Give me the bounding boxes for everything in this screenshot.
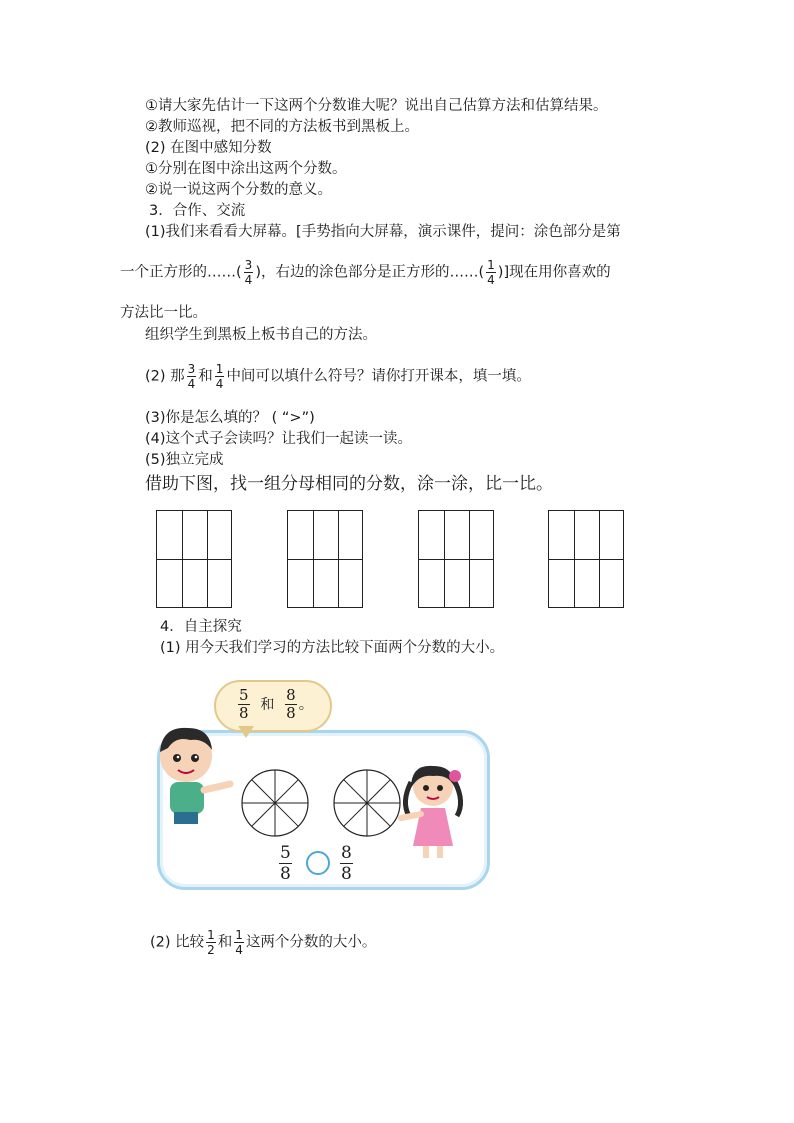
text-line-1: ①请大家先估计一下这两个分数谁大呢？说出自己估算方法和估算结果。	[145, 98, 608, 114]
text-line-8-part-c: )]现在用你喜欢的	[497, 264, 611, 281]
text-line-7: (1)我们来看看大屏幕。[手势指向大屏幕，演示课件，提问：涂色部分是第	[145, 224, 621, 240]
rectangle-grid-2	[287, 510, 363, 608]
text-line-4: ①分别在图中涂出这两个分数。	[145, 161, 347, 177]
text-line-13: (4)这个式子会读吗？让我们一起读一读。	[145, 431, 413, 447]
circle-eighths-left	[240, 768, 310, 838]
text-line-11	[145, 362, 531, 391]
text-line-18-part-a: (2) 比较	[150, 934, 205, 951]
text-line-12: (3)你是怎么填的？ ( “>”)	[145, 410, 315, 426]
text-line-8	[120, 258, 611, 287]
speech-bubble-tail	[238, 726, 254, 738]
task-instruction: 借助下图，找一组分母相同的分数，涂一涂，比一比。	[145, 474, 553, 494]
section-heading-4: 4．自主探究	[160, 619, 242, 635]
text-line-14: (5)独立完成	[145, 452, 224, 468]
fraction-eight-eighths: $\frac{8}{8}$	[286, 686, 296, 722]
text-line-11-part-c: 中间可以填什么符号？请你打开课本，填一填。	[226, 368, 531, 385]
fraction-three-quarters-2: $\frac{3}{4}$	[187, 362, 196, 391]
text-line-9: 方法比一比。	[120, 305, 207, 321]
bubble-and: 和	[260, 696, 275, 713]
fraction-one-quarter: $\frac{1}{4}$	[487, 258, 495, 287]
fraction-one-quarter-2: $\frac{1}{4}$	[215, 362, 224, 391]
compare-left-fraction: $\frac{5}{8}$	[280, 843, 291, 884]
text-line-5: ②说一说这两个分数的意义。	[145, 182, 332, 198]
rectangle-grid-4	[548, 510, 624, 608]
girl-illustration	[393, 762, 473, 862]
speech-bubble-text	[236, 687, 314, 722]
text-line-18-part-c: 这两个分数的大小。	[245, 934, 377, 951]
compare-blank-circle[interactable]	[306, 851, 330, 875]
text-line-18-part-b: 和	[217, 934, 233, 951]
text-line-8-part-a: 一个正方形的……(	[120, 264, 242, 281]
text-line-18	[150, 928, 376, 957]
text-line-17: (1) 用今天我们学习的方法比较下面两个分数的大小。	[160, 640, 505, 656]
rectangle-grid-3	[418, 510, 494, 608]
fraction-one-quarter-3: $\frac{1}{4}$	[235, 928, 243, 957]
bubble-end: 。	[298, 694, 314, 713]
compare-right-fraction: $\frac{8}{8}$	[341, 843, 352, 884]
text-line-2: ②教师巡视，把不同的方法板书到黑板上。	[145, 119, 419, 135]
text-line-10: 组织学生到黑板上板书自己的方法。	[145, 327, 377, 343]
fraction-one-half: $\frac{1}{2}$	[207, 928, 215, 957]
circle-eighths-right	[332, 768, 402, 838]
text-line-3: (2) 在图中感知分数	[145, 140, 272, 156]
boy-illustration	[150, 718, 240, 833]
text-line-11-part-a: (2) 那	[145, 368, 185, 385]
text-line-8-part-b: )，右边的涂色部分是正方形的……(	[255, 264, 485, 281]
text-line-11-part-b: 和	[198, 368, 213, 385]
rectangle-grid-1	[156, 510, 232, 608]
fraction-three-quarters: $\frac{3}{4}$	[244, 258, 253, 287]
fraction-five-eighths: $\frac{5}{8}$	[239, 686, 249, 722]
section-heading-3: 3．合作、交流	[149, 203, 246, 219]
